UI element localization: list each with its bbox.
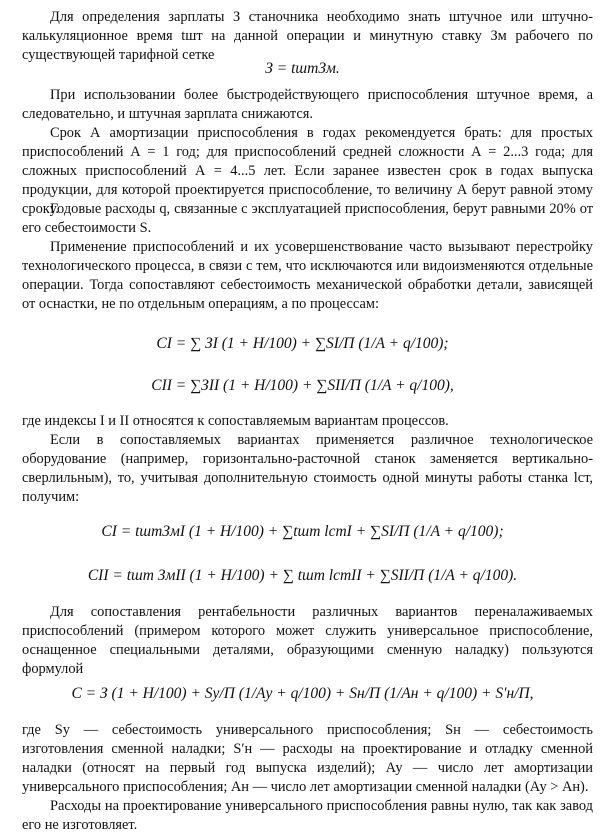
paragraph-5: Применение приспособлений и их усовершенствование часто вызывают перестройку технологического процесса, в связи с тем, что исключаются или видоизменяются отдельные операции. Тогда сопоставляют себестоимость механической обработки детали, зависящей от оснастки, не по отдельным операциям, а по процессам: [22, 239, 593, 312]
paragraph-10: Расходы на проектирование универсального приспособления равны нулю, так как завод его не изготовляет. [22, 798, 593, 833]
paragraph-4: Годовые расходы q, связанные с эксплуатацией приспособления, берут равными 20% от его себестоимости S. [22, 201, 593, 236]
paragraph-3: Срок А амортизации приспособления в годах рекомендуется брать: для простых приспособлений А = 1 год; для приспособлений средней сложности А = 2...3 года; для сложных приспособлений А = 4...5 лет. Если заранее известен срок в годах выпуска продукции, для которой проектируется приспособление, то величину А берут равной этому сроку. [22, 125, 593, 217]
paragraph-6: где индексы I и II относятся к сопоставляемым вариантам процессов. [22, 413, 449, 429]
paragraph-1: Для определения зарплаты З станочника необходимо знать штучное или штучно-калькуляционное время tшт на данной операции и минутную ставку Зм рабочего по существующей тарифной сетке [22, 9, 593, 63]
formula-cost-3: CI = tштЗмI (1 + H/100) + ∑tшт lстI + ∑SI/П (1/A + q/100); [101, 523, 504, 540]
paragraph-9: где Sу — себестоимость универсального приспособления; Sн — себестоимость изготовления сменной наладки; S′н — расходы на проектирование и отладку сменной наладки (относят на первый год выпуска изделий); Ау — число лет амортизации универсального приспособления; Ан — число лет амортизации сменной наладки (Ау > Ан). [22, 722, 593, 795]
formula-cost-5: C = З (1 + H/100) + Sу/П (1/Aу + q/100) + Sн/П (1/Aн + q/100) + S′н/П, [71, 685, 534, 702]
formula-cost-4: CII = tшт ЗмII (1 + H/100) + ∑ tшт lстII + ∑SII/П (1/A + q/100). [87, 567, 518, 584]
paragraph-8: Для сопоставления рентабельности различных вариантов переналаживаемых приспособлений (примером которого может служить универсальное приспособление, оснащенное специальными деталями, образующими сменную наладку) пользуются формулой [22, 604, 593, 677]
paragraph-2: При использовании более быстродействующего приспособления штучное время, а следовательно, и штучная зарплата снижаются. [22, 87, 593, 122]
formula-cost-1: CI = ∑ ЗI (1 + H/100) + ∑SI/П (1/A + q/100); [156, 335, 449, 352]
paragraph-7: Если в сопоставляемых вариантах применяется различное технологическое оборудование (например, горизонтально-расточной станок заменяется вертикально-сверлильным), то, учитывая дополнительную стоимость одной минуты работы станка lст, получим: [22, 432, 593, 505]
formula-cost-2: CII = ∑ЗII (1 + H/100) + ∑SII/П (1/A + q/100), [151, 377, 454, 394]
formula-wage: З = tштЗм. [265, 60, 340, 77]
